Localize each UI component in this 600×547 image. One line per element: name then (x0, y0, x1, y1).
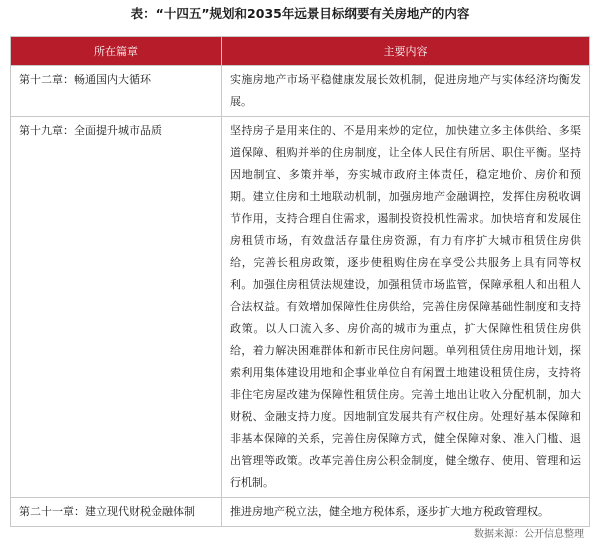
row-content: 坚持房子是用来住的、不是用来炒的定位，加快建立多主体供给、多渠道保障、租购并举的住房制度，让全体人民住有所居、职住平衡。坚持因地制宜、多策并举，夯实城市政府主体责任，稳定地价、房价和预期。建立住房和土地联动机制，加强房地产金融调控，发挥住房税收调节作用，支持合理自住需求，遏制投资投机性需求。加快培育和发展住房租赁市场，有效盘活存量住房资源，有力有序扩大城市租赁住房供给，完善长租房政策，逐步使租购住房在享受公共服务上具有同等权利。加强住房租赁法规建设，加强租赁市场监管，保障承租人和出租人合法权益。有效增加保障性住房供给，完善住房保障基础性制度和支持政策。以人口流入多、房价高的城市为重点，扩大保障性租赁住房供给，着力解决困难群体和新市民住房问题。单列租赁住房用地计划，探索利用集体建设用地和企事业单位自有闲置土地建设租赁住房，支持将非住宅房屋改建为保障性租赁住房。完善土地出让收入分配机制，加大财税、金融支持力度。因地制宜发展共有产权住房。处理好基本保障和非基本保障的关系，完善住房保障方式，健全保障对象、准入门槛、退出管理等政策。改革完善住房公积金制度，健全缴存、使用、管理和运行机制。 (222, 117, 590, 498)
policy-content-table (10, 36, 590, 527)
table-row (11, 66, 590, 117)
table-header-row (11, 37, 590, 66)
row-chapter: 第十九章：全面提升城市品质 (11, 117, 222, 498)
row-content: 实施房地产市场平稳健康发展长效机制，促进房地产与实体经济均衡发展。 (222, 66, 590, 117)
table-row (11, 117, 590, 498)
row-chapter: 第十二章：畅通国内大循环 (11, 66, 222, 117)
table-row (11, 498, 590, 527)
data-source-note: 数据来源：公开信息整理 (474, 529, 584, 540)
row-chapter: 第二十一章：建立现代财税金融体制 (11, 498, 222, 527)
header-chapter: 所在篇章 (11, 37, 222, 66)
header-content: 主要内容 (222, 37, 590, 66)
row-content: 推进房地产税立法，健全地方税体系，逐步扩大地方税政管理权。 (222, 498, 590, 527)
table-title: 表：“十四五”规划和2035年远景目标纲要有关房地产的内容 (130, 6, 470, 21)
